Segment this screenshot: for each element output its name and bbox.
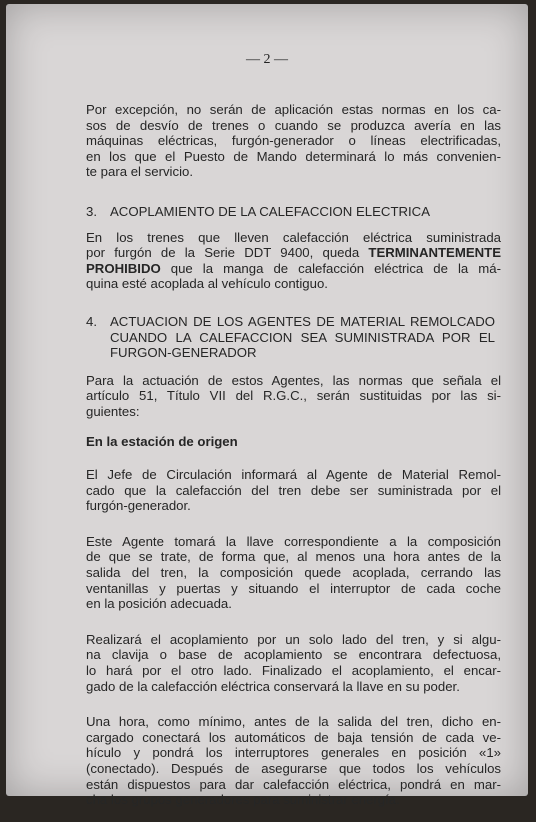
text-line: furgón-generador. (86, 498, 191, 514)
text-line: salida del tren, la composición quede acoplada, cerrando las (86, 565, 501, 581)
subheading-origin-station: En la estación de origen (86, 433, 238, 449)
text-line: Para la actuación de estos Agentes, las normas que señala el (86, 372, 501, 388)
text-line: te para el servicio. (86, 164, 194, 180)
text-line: artículo 51, Título VII del R.G.C., serán sustituidas por las si- (86, 388, 501, 404)
text-line: máquinas eléctricas, furgón-generador o líneas electrificadas, (86, 133, 501, 149)
text-line: Realizará el acoplamiento por un solo lado del tren, y si algu- (86, 631, 501, 647)
text-line: cha los grupos generadores para suministrar energía. (86, 792, 400, 808)
text-line: Por excepción, no serán de aplicación estas normas en los ca- (86, 102, 501, 117)
section-number: 4. (86, 313, 97, 329)
section-3-heading (86, 204, 501, 220)
text-line: Una hora, como mínimo, antes de la salida del tren, dicho en- (86, 714, 501, 730)
text-line: cado que la calefacción del tren debe ser suministrada por el (86, 482, 501, 498)
document-page (6, 4, 528, 808)
section-number: 3. (86, 203, 97, 219)
paragraph-station-master (86, 467, 501, 514)
section-title: ACOPLAMIENTO DE LA CALEFACCION ELECTRICA (110, 203, 431, 219)
emphasis-text: PROHIBIDO (86, 260, 161, 276)
text-fragment: que la manga de calefacción eléctrica de la má- (160, 260, 501, 276)
text-line: gado de la calefacción eléctrica conservará la llave en su poder. (86, 678, 460, 694)
text-line: de que se trate, de forma que, al menos una hora antes de la (86, 549, 501, 565)
text-line (86, 261, 501, 277)
paragraph-one-hour (86, 714, 501, 808)
text-line: lo hará por el otro lado. Finalizado el acoplamiento, el encar- (86, 663, 501, 679)
text-line: están dispuestos para dar calefacción eléctrica, pondrá en mar- (86, 776, 501, 792)
emphasis-text: TERMINANTEMENTE (368, 245, 501, 261)
paragraph-coupling-prohibited (86, 230, 501, 292)
text-line: sos de desvío de trenes o cuando se produzca avería en las (86, 117, 501, 133)
text-fragment: por furgón de la Serie DDT 9400, queda (86, 245, 360, 261)
heading-line: FURGON-GENERADOR (110, 345, 257, 361)
heading-line: ACTUACION DE LOS AGENTES DE MATERIAL REMOLCADO (110, 313, 495, 329)
text-line: (conectado). Después de asegurarse que todos los vehículos (86, 761, 501, 776)
paragraph-agents (86, 373, 501, 420)
text-line: en los que el Puesto de Mando determinará lo más convenien- (86, 148, 501, 164)
text-line: ventanillas y puertas y situando el interruptor de cada coche (86, 580, 501, 596)
page-number: — 2 — (246, 52, 288, 67)
text-line: hículo y pondrá los interruptores generales en posición «1» (86, 745, 501, 761)
paragraph-exception (86, 102, 501, 180)
text-line: na clavija o base de acoplamiento se encontrara defectuosa, (86, 647, 501, 663)
section-title (110, 314, 495, 361)
paragraph-coupling (86, 632, 501, 694)
text-line: quina esté acoplada al vehículo contiguo. (86, 276, 328, 292)
text-line: cargado conectará los automáticos de baja tensión de cada ve- (86, 729, 501, 745)
text-line: en la posición adecuada. (86, 596, 232, 612)
text-line: En los trenes que lleven calefacción eléctrica suministrada (86, 229, 501, 245)
heading-line: CUANDO LA CALEFACCION SEA SUMINISTRADA POR EL (110, 329, 495, 345)
paragraph-key (86, 534, 501, 612)
text-line: El Jefe de Circulación informará al Agente de Material Remol- (86, 467, 501, 483)
text-line (86, 245, 501, 261)
text-line: Este Agente tomará la llave correspondiente a la composición (86, 533, 501, 549)
text-line: guientes: (86, 403, 140, 419)
page-body (86, 102, 501, 822)
section-4-heading (86, 314, 501, 361)
